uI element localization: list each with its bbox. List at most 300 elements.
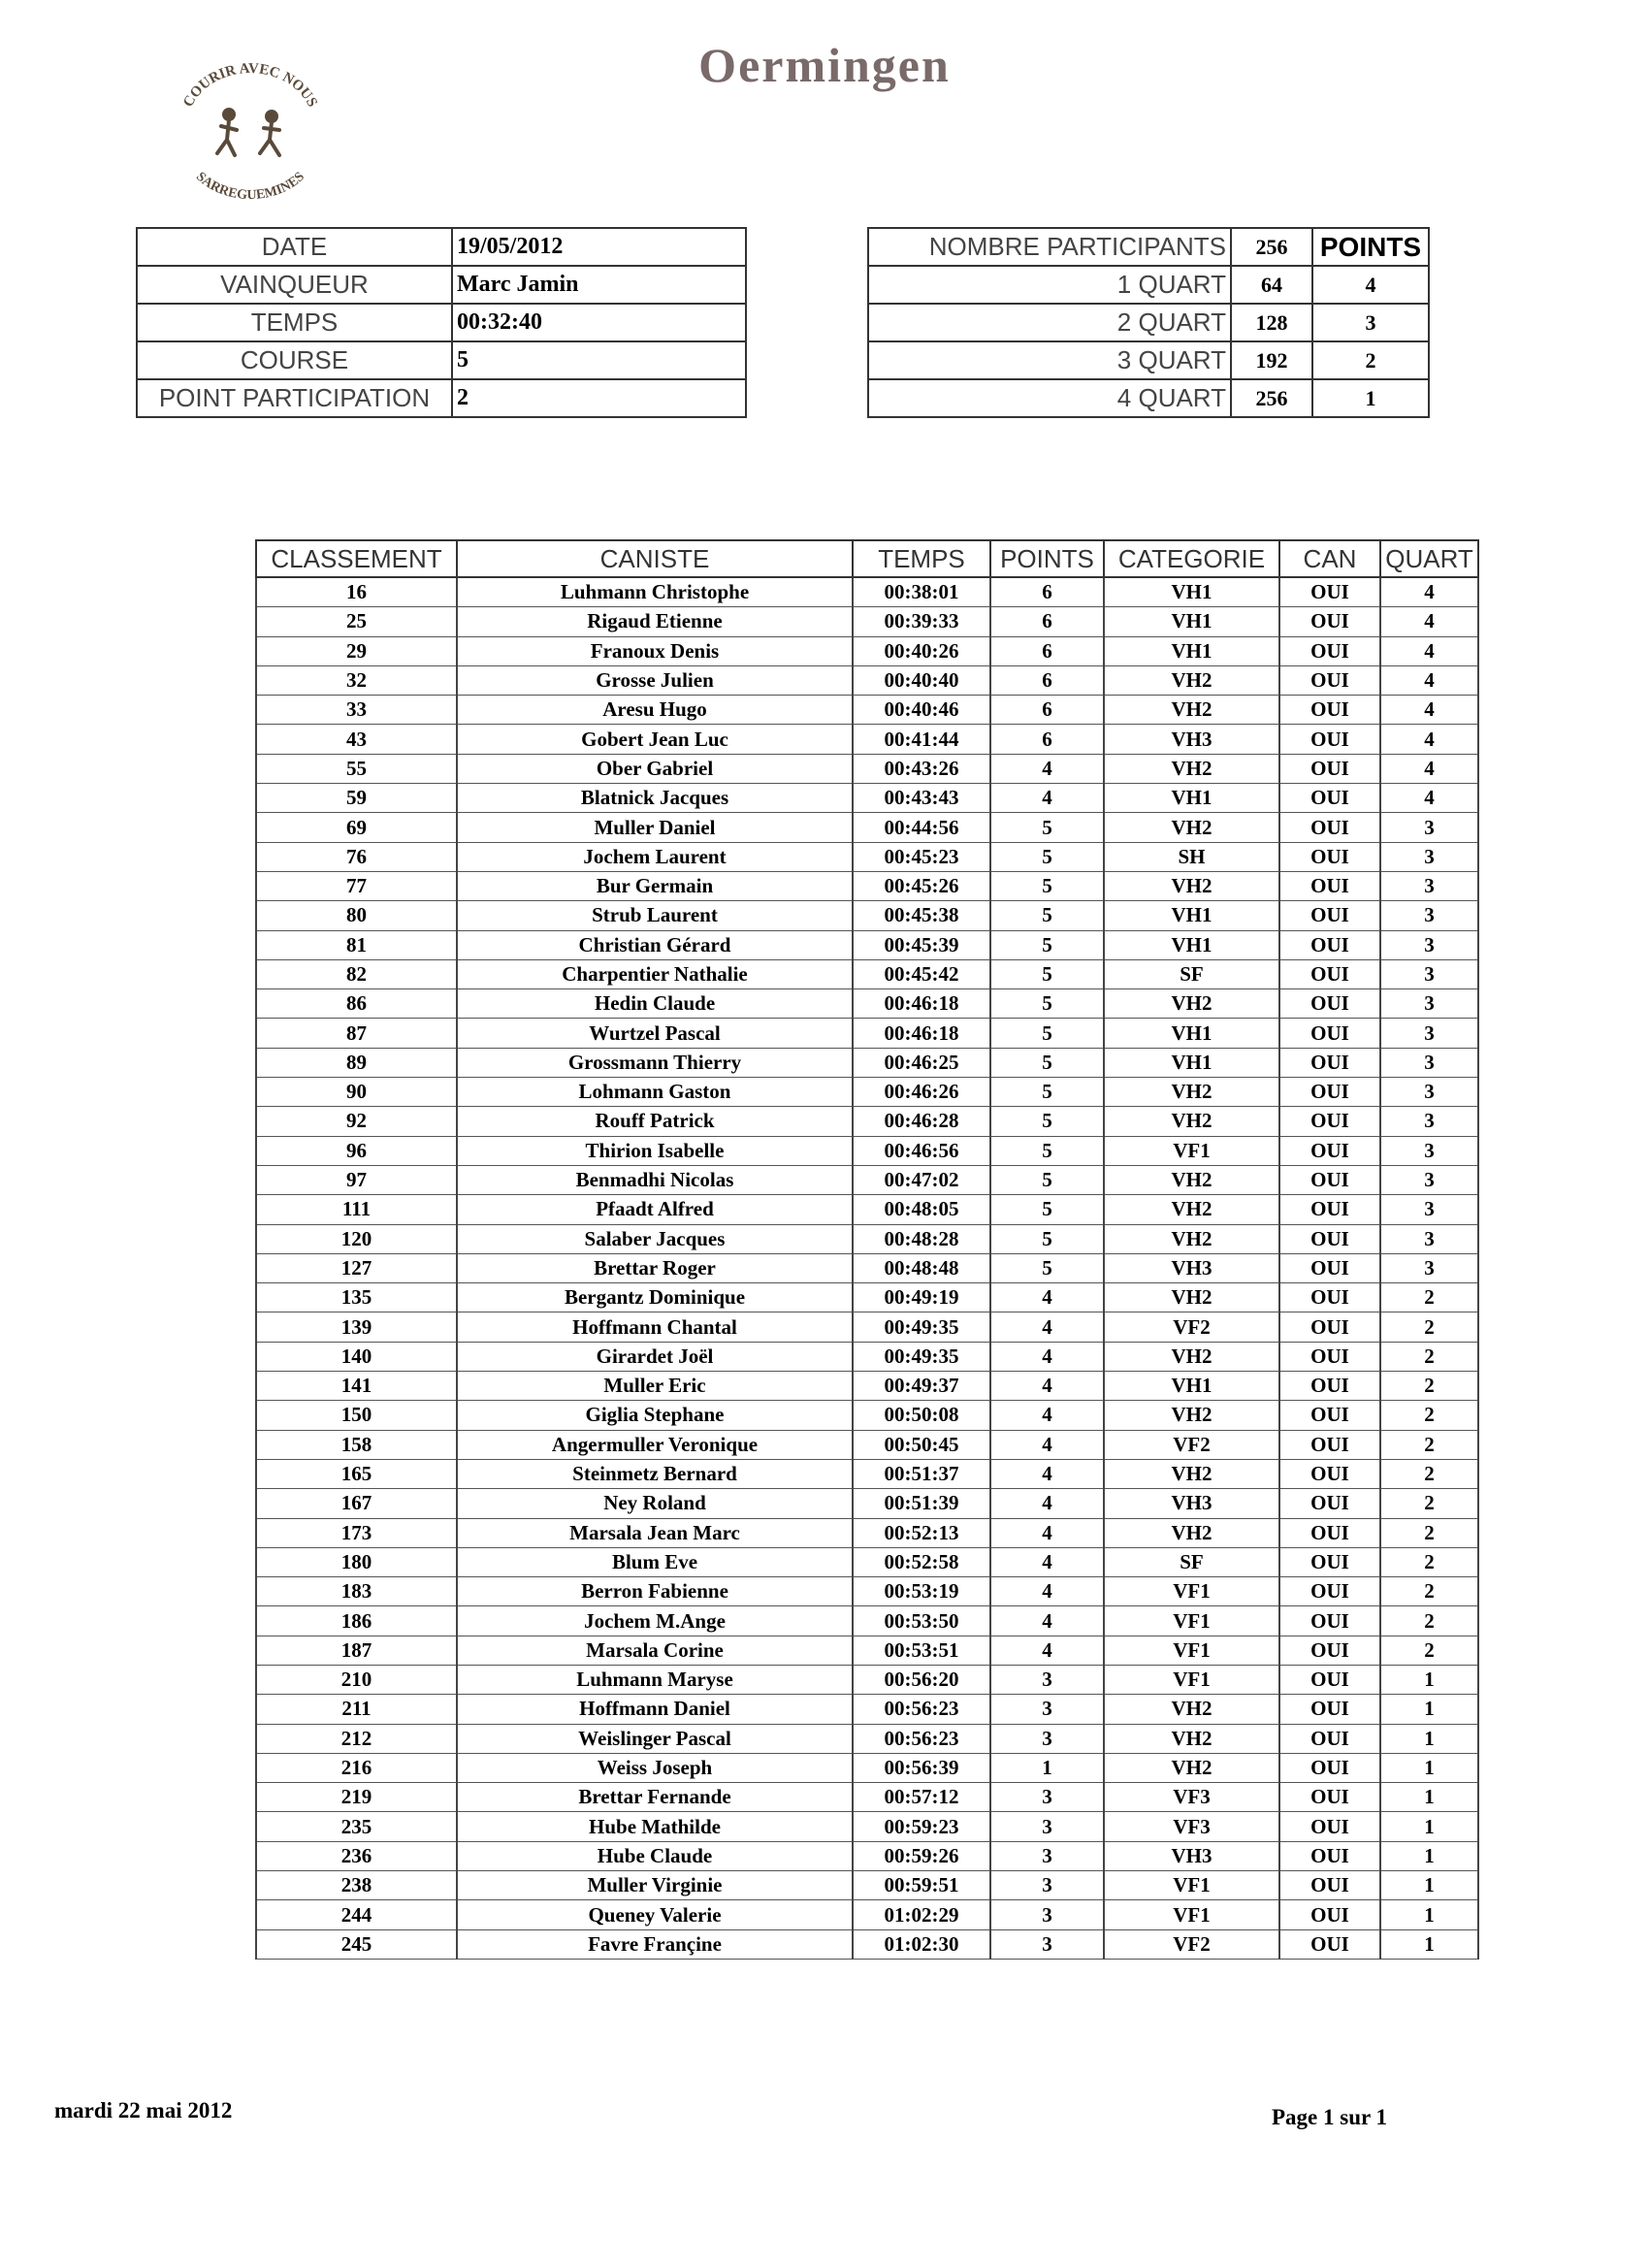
table-row: [256, 1900, 1478, 1929]
info-value: 2: [452, 379, 746, 417]
cell-quart: 2: [1380, 1430, 1478, 1459]
cell-classement: 244: [256, 1900, 457, 1929]
table-row: [256, 784, 1478, 813]
cell-caniste: Bergantz Dominique: [457, 1283, 853, 1312]
info-row: [137, 379, 746, 417]
table-row: [256, 1753, 1478, 1782]
cell-can: OUI: [1279, 1547, 1380, 1576]
table-row: [256, 1312, 1478, 1342]
table-row: [256, 1665, 1478, 1694]
cell-classement: 86: [256, 989, 457, 1019]
info-row: [137, 266, 746, 304]
table-row: [256, 696, 1478, 725]
header-can: CAN: [1279, 540, 1380, 577]
table-row: [256, 1812, 1478, 1841]
cell-classement: 96: [256, 1136, 457, 1165]
cell-can: OUI: [1279, 1577, 1380, 1606]
cell-categorie: VH1: [1104, 901, 1279, 930]
table-row: [256, 1195, 1478, 1224]
cell-caniste: Christian Gérard: [457, 930, 853, 959]
cell-categorie: VH1: [1104, 930, 1279, 959]
cell-points: 6: [990, 577, 1104, 607]
cell-quart: 3: [1380, 930, 1478, 959]
cell-quart: 1: [1380, 1929, 1478, 1959]
cell-quart: 2: [1380, 1606, 1478, 1636]
quart-label: 4 QUART: [868, 379, 1231, 417]
info-label: DATE: [137, 228, 452, 266]
cell-can: OUI: [1279, 1195, 1380, 1224]
cell-categorie: VH2: [1104, 754, 1279, 783]
info-row: [137, 228, 746, 266]
cell-points: 6: [990, 636, 1104, 665]
cell-can: OUI: [1279, 1489, 1380, 1518]
cell-temps: 00:46:28: [853, 1107, 990, 1136]
cell-points: 6: [990, 665, 1104, 695]
cell-can: OUI: [1279, 1812, 1380, 1841]
cell-caniste: Blum Eve: [457, 1547, 853, 1576]
points-header: POINTS: [1312, 228, 1429, 266]
cell-points: 3: [990, 1724, 1104, 1753]
cell-quart: 2: [1380, 1547, 1478, 1576]
cell-classement: 33: [256, 696, 457, 725]
info-value: Marc Jamin: [452, 266, 746, 304]
cell-can: OUI: [1279, 1342, 1380, 1371]
cell-temps: 00:56:23: [853, 1695, 990, 1724]
cell-can: OUI: [1279, 1871, 1380, 1900]
cell-categorie: VH2: [1104, 1224, 1279, 1253]
cell-points: 4: [990, 1489, 1104, 1518]
cell-classement: 97: [256, 1165, 457, 1194]
cell-temps: 00:45:42: [853, 959, 990, 988]
cell-categorie: VH1: [1104, 577, 1279, 607]
cell-caniste: Queney Valerie: [457, 1900, 853, 1929]
cell-points: 5: [990, 901, 1104, 930]
cell-points: 4: [990, 784, 1104, 813]
cell-categorie: VF1: [1104, 1871, 1279, 1900]
cell-points: 4: [990, 1283, 1104, 1312]
cell-classement: 16: [256, 577, 457, 607]
cell-points: 4: [990, 1342, 1104, 1371]
cell-caniste: Aresu Hugo: [457, 696, 853, 725]
cell-points: 5: [990, 1107, 1104, 1136]
cell-caniste: Blatnick Jacques: [457, 784, 853, 813]
cell-temps: 00:49:37: [853, 1372, 990, 1401]
cell-points: 4: [990, 1547, 1104, 1576]
cell-temps: 00:52:58: [853, 1547, 990, 1576]
cell-classement: 82: [256, 959, 457, 988]
cell-classement: 55: [256, 754, 457, 783]
cell-temps: 00:41:44: [853, 725, 990, 754]
cell-can: OUI: [1279, 696, 1380, 725]
cell-quart: 3: [1380, 1224, 1478, 1253]
cell-caniste: Rigaud Etienne: [457, 607, 853, 636]
cell-classement: 127: [256, 1253, 457, 1282]
cell-temps: 00:46:25: [853, 1048, 990, 1077]
cell-can: OUI: [1279, 1253, 1380, 1282]
cell-caniste: Charpentier Nathalie: [457, 959, 853, 988]
cell-caniste: Brettar Fernande: [457, 1783, 853, 1812]
cell-categorie: SH: [1104, 842, 1279, 871]
cell-points: 4: [990, 1401, 1104, 1430]
cell-caniste: Favre Françine: [457, 1929, 853, 1959]
cell-quart: 2: [1380, 1372, 1478, 1401]
table-row: [256, 1724, 1478, 1753]
cell-temps: 00:48:05: [853, 1195, 990, 1224]
cell-points: 5: [990, 871, 1104, 900]
quarts-table: [867, 227, 1430, 418]
cell-classement: 245: [256, 1929, 457, 1959]
cell-quart: 4: [1380, 636, 1478, 665]
cell-categorie: VH3: [1104, 1253, 1279, 1282]
cell-points: 4: [990, 754, 1104, 783]
cell-can: OUI: [1279, 959, 1380, 988]
cell-can: OUI: [1279, 1929, 1380, 1959]
cell-points: 5: [990, 1224, 1104, 1253]
cell-caniste: Lohmann Gaston: [457, 1078, 853, 1107]
cell-classement: 236: [256, 1841, 457, 1870]
cell-caniste: Wurtzel Pascal: [457, 1019, 853, 1048]
cell-temps: 00:59:51: [853, 1871, 990, 1900]
info-value: 5: [452, 341, 746, 379]
cell-caniste: Muller Eric: [457, 1372, 853, 1401]
cell-classement: 92: [256, 1107, 457, 1136]
cell-temps: 00:56:20: [853, 1665, 990, 1694]
cell-temps: 00:46:18: [853, 989, 990, 1019]
cell-can: OUI: [1279, 989, 1380, 1019]
cell-can: OUI: [1279, 901, 1380, 930]
table-row: [256, 1078, 1478, 1107]
cell-classement: 25: [256, 607, 457, 636]
cell-quart: 3: [1380, 813, 1478, 842]
cell-caniste: Grosse Julien: [457, 665, 853, 695]
cell-quart: 2: [1380, 1577, 1478, 1606]
cell-can: OUI: [1279, 725, 1380, 754]
cell-points: 5: [990, 1195, 1104, 1224]
cell-points: 4: [990, 1636, 1104, 1665]
cell-classement: 183: [256, 1577, 457, 1606]
cell-caniste: Brettar Roger: [457, 1253, 853, 1282]
cell-classement: 80: [256, 901, 457, 930]
cell-points: 6: [990, 696, 1104, 725]
cell-categorie: VH1: [1104, 1019, 1279, 1048]
cell-temps: 00:39:33: [853, 607, 990, 636]
table-row: [256, 754, 1478, 783]
cell-categorie: VH2: [1104, 1459, 1279, 1488]
cell-points: 3: [990, 1812, 1104, 1841]
cell-points: 5: [990, 842, 1104, 871]
cell-points: 5: [990, 1165, 1104, 1194]
cell-caniste: Weiss Joseph: [457, 1753, 853, 1782]
cell-categorie: VH1: [1104, 636, 1279, 665]
info-label: POINT PARTICIPATION: [137, 379, 452, 417]
cell-points: 4: [990, 1459, 1104, 1488]
cell-quart: 4: [1380, 577, 1478, 607]
cell-classement: 141: [256, 1372, 457, 1401]
cell-points: 5: [990, 930, 1104, 959]
cell-classement: 167: [256, 1489, 457, 1518]
cell-caniste: Berron Fabienne: [457, 1577, 853, 1606]
cell-can: OUI: [1279, 665, 1380, 695]
cell-temps: 00:53:19: [853, 1577, 990, 1606]
table-row: [256, 1136, 1478, 1165]
cell-quart: 1: [1380, 1812, 1478, 1841]
cell-temps: 00:46:56: [853, 1136, 990, 1165]
cell-temps: 00:51:39: [853, 1489, 990, 1518]
cell-can: OUI: [1279, 1224, 1380, 1253]
cell-caniste: Luhmann Christophe: [457, 577, 853, 607]
cell-quart: 2: [1380, 1283, 1478, 1312]
cell-quart: 3: [1380, 871, 1478, 900]
cell-points: 4: [990, 1430, 1104, 1459]
cell-classement: 238: [256, 1871, 457, 1900]
cell-temps: 00:53:51: [853, 1636, 990, 1665]
cell-points: 3: [990, 1783, 1104, 1812]
cell-temps: 00:44:56: [853, 813, 990, 842]
cell-classement: 139: [256, 1312, 457, 1342]
cell-classement: 90: [256, 1078, 457, 1107]
quart-count: 192: [1231, 341, 1312, 379]
quart-label: 3 QUART: [868, 341, 1231, 379]
cell-quart: 3: [1380, 959, 1478, 988]
cell-quart: 3: [1380, 1136, 1478, 1165]
cell-categorie: VF2: [1104, 1929, 1279, 1959]
cell-caniste: Luhmann Maryse: [457, 1665, 853, 1694]
table-row: [256, 989, 1478, 1019]
table-row: [256, 1518, 1478, 1547]
cell-points: 3: [990, 1871, 1104, 1900]
cell-classement: 140: [256, 1342, 457, 1371]
cell-classement: 216: [256, 1753, 457, 1782]
quart-row: [868, 304, 1429, 341]
footer-date: mardi 22 mai 2012: [54, 2098, 233, 2122]
runner-figure-left-icon: [217, 110, 237, 155]
cell-quart: 3: [1380, 901, 1478, 930]
cell-categorie: VH2: [1104, 871, 1279, 900]
table-row: [256, 871, 1478, 900]
cell-categorie: VH2: [1104, 1401, 1279, 1430]
cell-caniste: Giglia Stephane: [457, 1401, 853, 1430]
cell-caniste: Weislinger Pascal: [457, 1724, 853, 1753]
cell-can: OUI: [1279, 607, 1380, 636]
cell-points: 5: [990, 1048, 1104, 1077]
cell-can: OUI: [1279, 842, 1380, 871]
cell-points: 6: [990, 607, 1104, 636]
cell-categorie: VH1: [1104, 607, 1279, 636]
cell-points: 4: [990, 1312, 1104, 1342]
cell-temps: 00:38:01: [853, 577, 990, 607]
cell-can: OUI: [1279, 1606, 1380, 1636]
cell-quart: 2: [1380, 1459, 1478, 1488]
cell-categorie: VH1: [1104, 1372, 1279, 1401]
cell-caniste: Angermuller Veronique: [457, 1430, 853, 1459]
cell-classement: 235: [256, 1812, 457, 1841]
cell-classement: 87: [256, 1019, 457, 1048]
cell-caniste: Grossmann Thierry: [457, 1048, 853, 1077]
cell-points: 3: [990, 1841, 1104, 1870]
cell-points: 5: [990, 1078, 1104, 1107]
cell-can: OUI: [1279, 1136, 1380, 1165]
quart-points: 2: [1312, 341, 1429, 379]
table-row: [256, 665, 1478, 695]
cell-points: 4: [990, 1606, 1104, 1636]
cell-points: 6: [990, 725, 1104, 754]
cell-quart: 3: [1380, 1107, 1478, 1136]
header-categorie: CATEGORIE: [1104, 540, 1279, 577]
cell-can: OUI: [1279, 1372, 1380, 1401]
table-row: [256, 1489, 1478, 1518]
cell-caniste: Benmadhi Nicolas: [457, 1165, 853, 1194]
cell-categorie: VF1: [1104, 1636, 1279, 1665]
cell-classement: 219: [256, 1783, 457, 1812]
cell-temps: 00:50:45: [853, 1430, 990, 1459]
cell-caniste: Pfaadt Alfred: [457, 1195, 853, 1224]
results-table: [255, 539, 1479, 1960]
cell-quart: 4: [1380, 725, 1478, 754]
cell-categorie: VH2: [1104, 1518, 1279, 1547]
cell-quart: 4: [1380, 754, 1478, 783]
table-row: [256, 1107, 1478, 1136]
cell-temps: 00:48:28: [853, 1224, 990, 1253]
cell-quart: 2: [1380, 1518, 1478, 1547]
cell-caniste: Bur Germain: [457, 871, 853, 900]
cell-temps: 00:49:35: [853, 1342, 990, 1371]
cell-quart: 3: [1380, 842, 1478, 871]
cell-categorie: VH2: [1104, 1695, 1279, 1724]
cell-quart: 4: [1380, 607, 1478, 636]
cell-categorie: VH1: [1104, 784, 1279, 813]
cell-quart: 2: [1380, 1342, 1478, 1371]
cell-categorie: VF2: [1104, 1430, 1279, 1459]
quart-label: 2 QUART: [868, 304, 1231, 341]
cell-caniste: Jochem Laurent: [457, 842, 853, 871]
footer-page-number: Page 1 sur 1: [1272, 2105, 1388, 2129]
cell-categorie: SF: [1104, 1547, 1279, 1576]
table-row: [256, 1372, 1478, 1401]
quart-points: 4: [1312, 266, 1429, 304]
cell-quart: 3: [1380, 1048, 1478, 1077]
table-row: [256, 1401, 1478, 1430]
cell-caniste: Thirion Isabelle: [457, 1136, 853, 1165]
cell-caniste: Marsala Jean Marc: [457, 1518, 853, 1547]
cell-temps: 00:43:26: [853, 754, 990, 783]
cell-quart: 4: [1380, 665, 1478, 695]
cell-caniste: Hoffmann Chantal: [457, 1312, 853, 1342]
cell-temps: 00:47:02: [853, 1165, 990, 1194]
info-value: 19/05/2012: [452, 228, 746, 266]
table-row: [256, 1430, 1478, 1459]
cell-caniste: Marsala Corine: [457, 1636, 853, 1665]
cell-categorie: VH2: [1104, 1724, 1279, 1753]
table-row: [256, 1871, 1478, 1900]
cell-can: OUI: [1279, 1665, 1380, 1694]
cell-classement: 77: [256, 871, 457, 900]
info-row: [137, 341, 746, 379]
cell-can: OUI: [1279, 1048, 1380, 1077]
cell-classement: 212: [256, 1724, 457, 1753]
info-value: 00:32:40: [452, 304, 746, 341]
cell-categorie: VH2: [1104, 665, 1279, 695]
cell-can: OUI: [1279, 813, 1380, 842]
table-row: [256, 1283, 1478, 1312]
cell-can: OUI: [1279, 577, 1380, 607]
cell-quart: 3: [1380, 1253, 1478, 1282]
cell-points: 5: [990, 1019, 1104, 1048]
cell-categorie: VH3: [1104, 1489, 1279, 1518]
quart-count: 256: [1231, 379, 1312, 417]
cell-temps: 00:46:18: [853, 1019, 990, 1048]
cell-points: 5: [990, 989, 1104, 1019]
cell-can: OUI: [1279, 1283, 1380, 1312]
cell-classement: 59: [256, 784, 457, 813]
cell-classement: 29: [256, 636, 457, 665]
cell-classement: 158: [256, 1430, 457, 1459]
cell-categorie: VF1: [1104, 1136, 1279, 1165]
cell-quart: 1: [1380, 1724, 1478, 1753]
cell-caniste: Rouff Patrick: [457, 1107, 853, 1136]
header-points: POINTS: [990, 540, 1104, 577]
cell-caniste: Hoffmann Daniel: [457, 1695, 853, 1724]
cell-quart: 3: [1380, 1195, 1478, 1224]
info-label: TEMPS: [137, 304, 452, 341]
cell-caniste: Strub Laurent: [457, 901, 853, 930]
cell-caniste: Girardet Joël: [457, 1342, 853, 1371]
cell-points: 4: [990, 1518, 1104, 1547]
page-title: Oermingen: [698, 38, 951, 92]
cell-classement: 187: [256, 1636, 457, 1665]
quart-points: 1: [1312, 379, 1429, 417]
table-row: [256, 930, 1478, 959]
quart-row: [868, 266, 1429, 304]
cell-quart: 4: [1380, 784, 1478, 813]
cell-temps: 01:02:29: [853, 1900, 990, 1929]
cell-categorie: VH2: [1104, 989, 1279, 1019]
cell-categorie: VH2: [1104, 1107, 1279, 1136]
cell-quart: 1: [1380, 1841, 1478, 1870]
cell-quart: 1: [1380, 1900, 1478, 1929]
table-row: [256, 1606, 1478, 1636]
cell-points: 3: [990, 1900, 1104, 1929]
cell-classement: 173: [256, 1518, 457, 1547]
cell-can: OUI: [1279, 1401, 1380, 1430]
cell-can: OUI: [1279, 1636, 1380, 1665]
cell-can: OUI: [1279, 871, 1380, 900]
cell-can: OUI: [1279, 1518, 1380, 1547]
table-row: [256, 1253, 1478, 1282]
quart-label: 1 QUART: [868, 266, 1231, 304]
cell-categorie: VH2: [1104, 813, 1279, 842]
cell-temps: 00:46:26: [853, 1078, 990, 1107]
cell-temps: 00:51:37: [853, 1459, 990, 1488]
cell-quart: 2: [1380, 1489, 1478, 1518]
table-row: [256, 842, 1478, 871]
header-temps: TEMPS: [853, 540, 990, 577]
cell-temps: 00:53:50: [853, 1606, 990, 1636]
cell-classement: 89: [256, 1048, 457, 1077]
table-row: [256, 1841, 1478, 1870]
cell-classement: 120: [256, 1224, 457, 1253]
table-row: [256, 1165, 1478, 1194]
cell-caniste: Hedin Claude: [457, 989, 853, 1019]
cell-caniste: Jochem M.Ange: [457, 1606, 853, 1636]
table-row: [256, 1547, 1478, 1576]
info-row: [137, 304, 746, 341]
race-info-table: [136, 227, 747, 418]
cell-quart: 1: [1380, 1753, 1478, 1782]
table-row: [256, 725, 1478, 754]
cell-quart: 2: [1380, 1312, 1478, 1342]
cell-categorie: VH2: [1104, 1753, 1279, 1782]
cell-classement: 186: [256, 1606, 457, 1636]
